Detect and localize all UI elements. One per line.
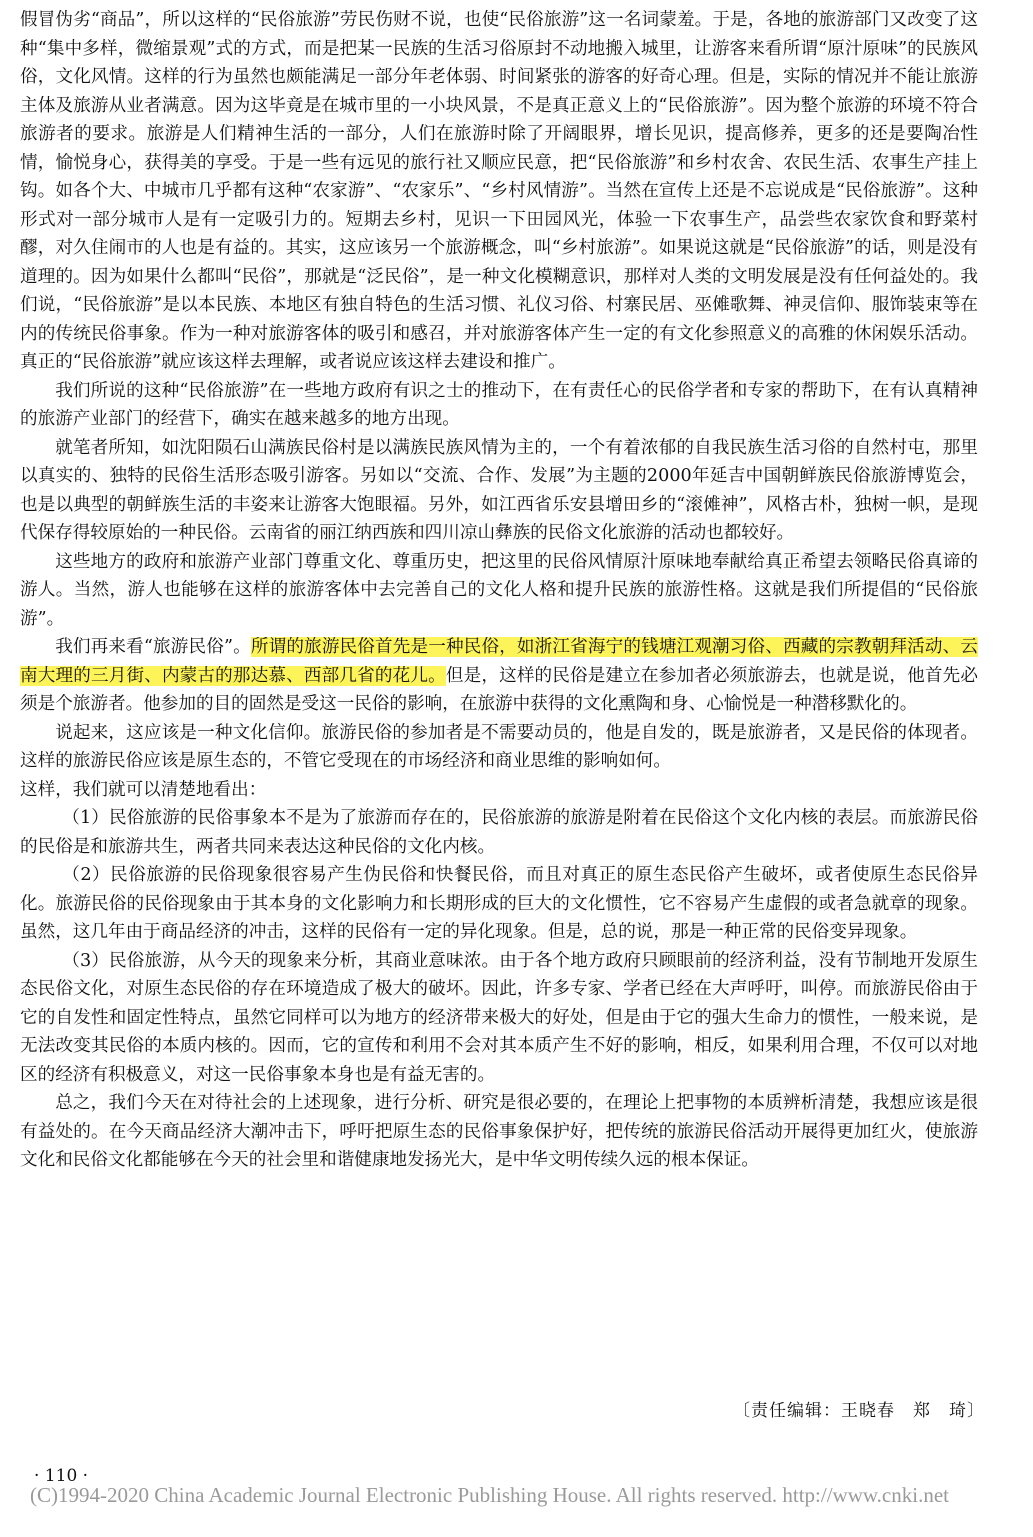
list-item: （1）民俗旅游的民俗事象本不是为了旅游而存在的，民俗旅游的旅游是附着在民俗这个文化内核的表层。而旅游民俗的民俗是和旅游共生，两者共同来表达这种民俗的文化内核。 (20, 808, 978, 857)
paragraph: 就笔者所知，如沈阳陨石山满族民俗村是以满族民族风情为主的，一个有着浓郁的自我民族生活习俗的自然村屯，那里以真实的、独特的民俗生活形态吸引游客。另如以“交流、合作、发展”为主题的2000年延吉中国朝鲜族民俗旅游博览会，也是以典型的朝鲜族生活的丰姿来让游客大饱眼福。另外，如江西省乐安县增田乡的“滚傩神”，风格古朴，独树一帜，是现代保存得较原始的一种民俗。云南省的丽江纳西族和四川凉山彝族的民俗文化旅游的活动也都较好。 (20, 437, 978, 543)
paragraph: 这样，我们就可以清楚地看出： (20, 779, 267, 800)
paragraph: 假冒伪劣“商品”，所以这样的“民俗旅游”劳民伤财不说，也使“民俗旅游”这一名词蒙羞。于是，各地的旅游部门又改变了这种“集中多样，微缩景观”式的方式，而是把某一民族的生活习俗原封不动地搬入城里，让游客来看所谓“原汁原味”的民族风俗，文化风情。这样的行为虽然也颇能满足一部分年老体弱、时间紧张的游客的好奇心理。但是，实际的情况并不能让旅游主体及旅游从业者满意。因为这毕竟是在城市里的一小块风景，不是真正意义上的“民俗旅游”。因为整个旅游的环境不符合旅游者的要求。旅游是人们精神生活的一部分，人们在旅游时除了开阔眼界，增长见识，提高修养，更多的还是要陶冶性情，愉悦身心，获得美的享受。于是一些有远见的旅行社又顺应民意，把“民俗旅游”和乡村农舍、农民生活、农事生产挂上钩。如各个大、中城市几乎都有这种“农家游”、“农家乐”、“乡村风情游”。当然在宣传上还是不忘说成是“民俗旅游”。这种形式对一部分城市人是有一定吸引力的。短期去乡村，见识一下田园风光，体验一下农事生产，品尝些农家饮食和野菜村醪，对久住闹市的人也是有益的。其实，这应该另一个旅游概念，叫“乡村旅游”。如果说这就是“民俗旅游”的话，则是没有道理的。因为如果什么都叫“民俗”，那就是“泛民俗”，是一种文化模糊意识，那样对人类的文明发展是没有任何益处的。我们说，“民俗旅游”是以本民族、本地区有独自特色的生活习惯、礼仪习俗、村寨民居、巫傩歌舞、神灵信仰、服饰装束等在内的传统民俗事象。作为一种对旅游客体的吸引和感召，并对旅游客体产生一定的有文化参照意义的高雅的休闲娱乐活动。真正的“民俗旅游”就应该这样去理解，或者说应该这样去建设和推广。 (20, 10, 978, 372)
list-item: （3）民俗旅游，从今天的现象来分析，其商业意味浓。由于各个地方政府只顾眼前的经济利益，没有节制地开发原生态民俗文化，对原生态民俗的存在环境造成了极大的破坏。因此，许多专家、学者已经在大声呼吁，叫停。而旅游民俗由于它的自发性和固定性特点，虽然它同样可以为地方的经济带来极大的好处，但是由于它的强大生命力的惯性，一般来说，是无法改变其民俗的本质内核的。因而，它的宣传和利用不会对其本质产生不好的影响，相反，如果利用合理，不仅可以对地区的经济有积极意义，对这一民俗事象本身也是有益无害的。 (20, 950, 978, 1085)
editor-note: 〔责任编辑：王晓春 郑 琦〕 (733, 1401, 985, 1421)
article-body (20, 6, 978, 1175)
paragraph: 我们所说的这种“民俗旅游”在一些地方政府有识之士的推动下，在有责任心的民俗学者和专家的帮助下，在有认真精神的旅游产业部门的经营下，确实在越来越多的地方出现。 (20, 380, 978, 429)
highlighted-text: 所谓的旅游民俗首先是一种民俗，如浙江省海宁的钱塘江观潮习俗、西藏的宗教朝拜活动、云南大理的三月街、内蒙古的那达慕、西部几省的花儿。 (20, 637, 978, 686)
paragraph (20, 633, 978, 719)
paragraph: 说起来，这应该是一种文化信仰。旅游民俗的参加者是不需要动员的，他是自发的，既是旅游者，又是民俗的体现者。这样的旅游民俗应该是原生态的，不管它受现在的市场经济和商业思维的影响如何。 (20, 722, 978, 771)
paragraph-text: 我们再来看“旅游民俗”。 (55, 637, 251, 657)
list-item: （2）民俗旅游的民俗现象很容易产生伪民俗和快餐民俗，而且对真正的原生态民俗产生破坏，或者使原生态民俗异化。旅游民俗的民俗现象由于其本身的文化影响力和长期形成的巨大的文化惯性，它不容易产生虚假的或者急就章的现象。虽然，这几年由于商品经济的冲击，这样的民俗有一定的异化现象。但是，总的说，那是一种正常的民俗变异现象。 (20, 865, 978, 942)
paragraph-text: 但是，这样的民俗是建立在参加者必须旅游去，也就是说，他首先必须是个旅游者。他参加的目的固然是受这一民俗的影响，在旅游中获得的文化熏陶和身、心愉悦是一种潜移默化的。 (20, 665, 978, 714)
paragraph: 这些地方的政府和旅游产业部门尊重文化、尊重历史，把这里的民俗风情原汁原味地奉献给真正希望去领略民俗真谛的游人。当然，游人也能够在这样的旅游客体中去完善自己的文化人格和提升民族的旅游性格。这就是我们所提倡的“民俗旅游”。 (20, 551, 978, 629)
page-number: · 110 · (34, 1466, 89, 1486)
copyright-watermark: (C)1994-2020 China Academic Journal Electronic Publishing House. All rights reserved. http://www.cnki.net (30, 1483, 949, 1507)
paragraph: 总之，我们今天在对待社会的上述现象，进行分析、研究是很必要的，在理论上把事物的本质辨析清楚，我想应该是很有益处的。在今天商品经济大潮冲击下，呼吁把原生态的民俗事象保护好，把传统的旅游民俗活动开展得更加红火，使旅游文化和民俗文化都能够在今天的社会里和谐健康地发扬光大，是中华文明传续久远的根本保证。 (20, 1093, 978, 1170)
